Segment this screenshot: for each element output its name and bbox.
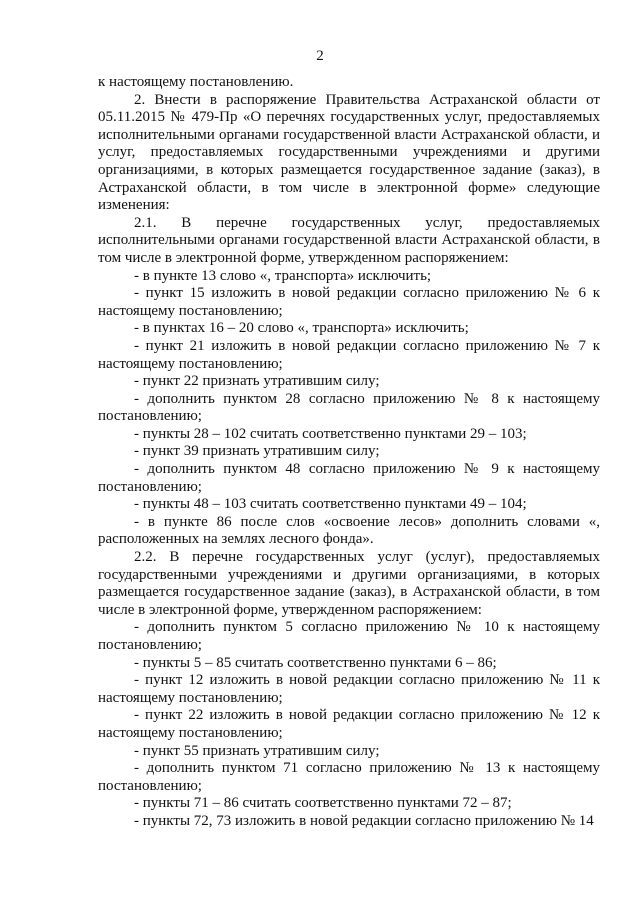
paragraph-item-2-1: 2.1. В перечне государственных услуг, предоставляемых исполнительными органами государственной власти Астраханской области, в том числе в электронной форме, утвержденном распоряжением: [98,214,600,266]
list-item: - пункт 22 признать утратившим силу; [134,373,380,390]
list-item: - в пункте 86 после слов «освоение лесов» дополнить словами «, расположенных на землях лесного фонда». [98,513,600,548]
page-number: 2 [316,48,324,64]
list-item: - пункт 39 признать утратившим силу; [134,443,380,460]
list-item: - пункт 22 изложить в новой редакции согласно приложению № 12 к настоящему постановлению; [98,707,600,741]
list-item: - дополнить пунктом 48 согласно приложению № 9 к настоящему постановлению; [98,461,600,495]
list-item: - пункт 12 изложить в новой редакции согласно приложению № 11 к настоящему постановлению; [98,672,600,706]
list-item: - в пунктах 16 – 20 слово «, транспорта» исключить; [134,320,469,337]
list-item: - пункт 55 признать утратившим силу; [134,742,380,759]
list-item: - дополнить пунктом 28 согласно приложению № 8 к настоящему постановлению; [98,390,600,425]
list-item: - пункты 71 – 86 считать соответственно пунктами 72 – 87; [134,795,512,812]
list-item: - пункты 5 – 85 считать соответственно пунктами 6 – 86; [134,654,497,671]
list-item: - дополнить пунктом 71 согласно приложению № 13 к настоящему постановлению; [98,760,600,794]
list-item: - в пункте 13 слово «, транспорта» исключить; [134,267,432,284]
list-item: - пункты 72, 73 изложить в новой редакции согласно приложению № 14 [134,812,594,829]
document-body [98,74,600,831]
paragraph-item-2: 2. Внести в распоряжение Правительства Астраханской области от 05.11.2015 № 479-Пр «О перечнях государственных услуг, предоставляемых исполнительными органами государственной власти Астраханской области, и услуг, предоставляемых государственными учреждениями и другими организациями, в которых размещается государственное задание (заказ), в Астраханской области, в том числе в электронной форме» следующие изменения: [98,91,600,214]
list-item: - пункты 48 – 103 считать соответственно пунктами 49 – 104; [134,496,527,513]
list-item: - пункты 28 – 102 считать соответственно пунктами 29 – 103; [134,425,527,442]
list-item: - дополнить пунктом 5 согласно приложению № 10 к настоящему постановлению; [98,619,600,653]
list-item: - пункт 21 изложить в новой редакции согласно приложению № 7 к настоящему постановлению; [98,337,600,372]
paragraph-continuation: к настоящему постановлению. [98,74,294,90]
list-item: - пункт 15 изложить в новой редакции согласно приложению № 6 к настоящему постановлению; [98,285,600,319]
paragraph-item-2-2: 2.2. В перечне государственных услуг (услуг), предоставляемых государственными учреждениями и другими организациями, в которых размещается государственное задание (заказ), в Астраханской области, в том числе в электронной форме, утвержденном распоряжением: [98,549,600,618]
